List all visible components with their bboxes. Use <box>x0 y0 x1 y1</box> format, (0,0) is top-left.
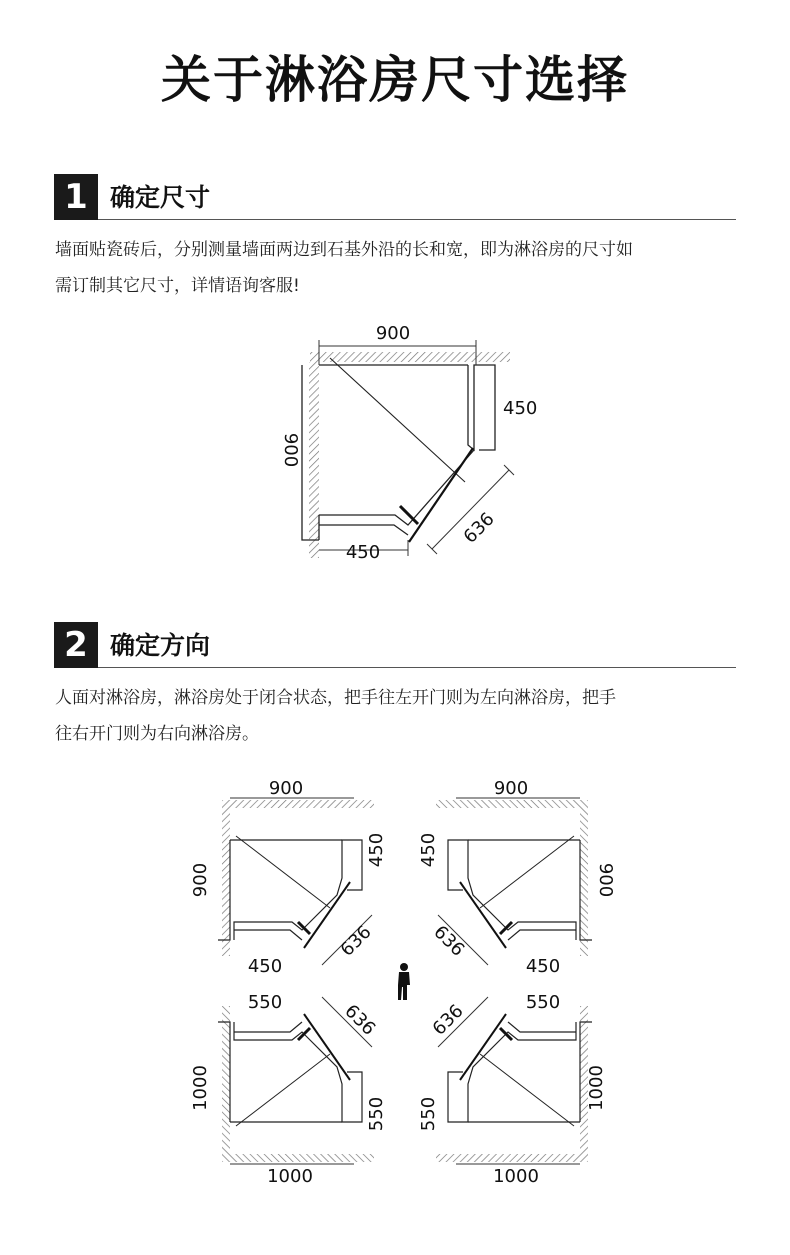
br-dim-bottom: 1000 <box>493 1166 539 1187</box>
dim-door: 636 <box>459 508 499 548</box>
section-1-divider <box>98 219 736 220</box>
tr-dim-door: 636 <box>429 921 469 961</box>
section-2-line-1: 人面对淋浴房，淋浴房处于闭合状态，把手往左开门则为左向淋浴房，把手 <box>55 688 616 708</box>
tl-dim-right: 450 <box>366 832 387 868</box>
section-1-line-1: 墙面贴瓷砖后，分别测量墙面两边到石基外沿的长和宽，即为淋浴房的尺寸如 <box>55 240 633 260</box>
tr-dim-top: 900 <box>493 778 529 799</box>
section-1-header <box>54 174 736 220</box>
section-1-shower-diagram <box>0 310 790 580</box>
bl-dim-door: 636 <box>340 1000 380 1040</box>
dim-right: 450 <box>503 398 538 419</box>
section-1-line-2: 需订制其它尺寸，详情语询客服! <box>55 276 300 296</box>
section-2-direction-diagrams <box>0 770 790 1210</box>
door-swing-line <box>330 358 465 482</box>
section-1-number: 1 <box>54 174 98 220</box>
br-dim-right: 1000 <box>586 1065 607 1111</box>
section-2-text <box>55 680 740 752</box>
person-icon <box>398 963 410 1000</box>
tr-dim-right: 900 <box>595 862 616 898</box>
page-title: 关于淋浴房尺寸选择 <box>161 51 629 109</box>
tr-dim-left: 450 <box>418 832 439 868</box>
bl-dim-bottom: 1000 <box>267 1166 313 1187</box>
tr-dim-bottom: 450 <box>525 956 561 977</box>
bl-dim-top: 550 <box>247 992 283 1013</box>
tl-dim-left: 900 <box>190 862 211 898</box>
section-1-text <box>55 232 740 304</box>
dim-bottom: 450 <box>345 542 381 563</box>
bl-dim-left: 1000 <box>190 1065 211 1111</box>
section-2-divider <box>98 667 736 668</box>
tl-dim-bottom: 450 <box>247 956 283 977</box>
br-dim-door: 636 <box>428 1000 468 1040</box>
bl-dim-right: 550 <box>366 1096 387 1132</box>
section-2-title: 确定方向 <box>110 631 211 660</box>
section-2-line-2: 往右开门则为右向淋浴房。 <box>55 724 259 744</box>
dim-left: 900 <box>280 432 301 468</box>
section-2-header <box>54 622 736 668</box>
section-2-number: 2 <box>54 622 98 668</box>
dim-top: 900 <box>375 323 411 344</box>
br-dim-left: 550 <box>418 1096 439 1132</box>
br-dim-top: 550 <box>525 992 561 1013</box>
section-1-title: 确定尺寸 <box>110 183 211 212</box>
tl-dim-top: 900 <box>268 778 304 799</box>
tl-dim-door: 636 <box>336 921 376 961</box>
